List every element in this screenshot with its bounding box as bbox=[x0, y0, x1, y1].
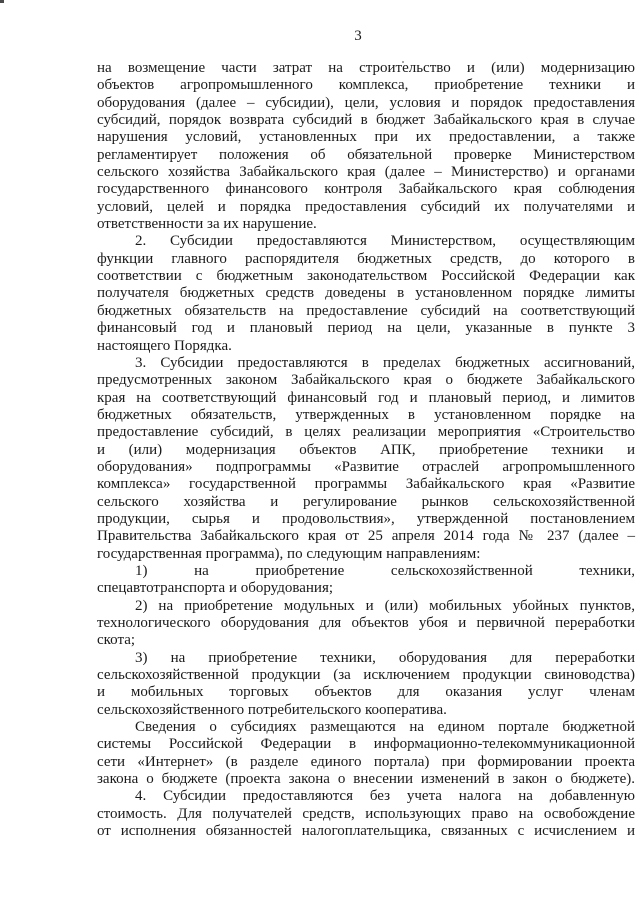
text-line: предоставление субсидий, в целях реализации мероприятия «Строительство bbox=[97, 424, 635, 441]
text-line: стоимость. Для получателей средств, использующих право на освобождение bbox=[97, 805, 635, 822]
text-line: функции главного распорядителя бюджетных средств, до которого в bbox=[97, 250, 635, 267]
text-line: оборудования (далее – субсидии), цели, условия и порядок предоставления bbox=[97, 94, 635, 111]
text-line: соответствии с бюджетным законодательством Российской Федерации как bbox=[97, 268, 635, 285]
text-line: субсидий, порядок возврата субсидий в бюджет Забайкальского края в случае bbox=[97, 112, 635, 129]
text-line: предусмотренных законом Забайкальского края о бюджете Забайкальского bbox=[97, 372, 635, 389]
page-number: 3 bbox=[354, 28, 362, 44]
text-line: 3. Субсидии предоставляются в пределах бюджетных ассигнований, bbox=[135, 354, 635, 371]
text-line: объектов агропромышленного комплекса, приобретение техники и bbox=[97, 77, 635, 94]
text-line: государственная программа), по следующим направлениям: bbox=[97, 545, 481, 562]
text-line: получателя бюджетных средств доведены в установленном порядке лимиты bbox=[97, 285, 635, 302]
paragraph-svedeniya bbox=[97, 719, 635, 788]
text-line: 2. Субсидии предоставляются Министерством, осуществляющим bbox=[135, 233, 635, 250]
paragraph-subitem-2 bbox=[97, 598, 635, 650]
text-line: нарушения условий, установленных при их предоставлении, а также bbox=[97, 129, 635, 146]
text-line: края на соответствующий финансовый год и плановый период, и лимитов bbox=[97, 389, 635, 406]
text-line: 2) на приобретение модульных и (или) мобильных убойных пунктов, bbox=[135, 597, 635, 614]
scan-artifact-corner bbox=[0, 0, 4, 3]
text-line: сельского хозяйства и регулирование рынков сельскохозяйственной bbox=[97, 493, 635, 510]
text-line: и (или) модернизация объектов АПК, приобретение техники и bbox=[97, 441, 635, 458]
text-line: бюджетных обязательств, утвержденных в установленном порядке на bbox=[97, 406, 635, 423]
paragraph-item-3 bbox=[97, 355, 635, 563]
document-body bbox=[97, 60, 635, 840]
text-line: финансовый год и плановый период на цели, указанные в пункте 3 bbox=[97, 320, 635, 337]
text-line: бюджетных обязательств на предоставление субсидий на соответствующий bbox=[97, 302, 635, 319]
text-line: 1) на приобретение сельскохозяйственной техники, bbox=[135, 562, 635, 579]
text-line: регламентирует положения об обязательной проверке Министерством bbox=[97, 146, 635, 163]
text-line: на возмещение части затрат на строительство и (или) модернизацию bbox=[97, 60, 635, 76]
text-line: ответственности за их нарушение. bbox=[97, 216, 317, 233]
text-line: сельского хозяйства Забайкальского края (далее – Министерство) и органами bbox=[97, 164, 635, 181]
paragraph-subitem-3 bbox=[97, 650, 635, 719]
text-line: Сведения о субсидиях размещаются на едином портале бюджетной bbox=[135, 719, 635, 736]
paragraph-continuation bbox=[97, 60, 635, 233]
text-line: спецавтотранспорта и оборудования; bbox=[97, 580, 334, 597]
text-line: государственного финансового контроля Забайкальского края соблюдения bbox=[97, 181, 635, 198]
text-line: продукции, сырья и продовольствия», утвержденной постановлением bbox=[97, 510, 635, 527]
text-line: настоящего Порядка. bbox=[97, 337, 232, 354]
text-line: оборудования» подпрограммы «Развитие отраслей агропромышленного bbox=[97, 458, 635, 475]
text-line: от исполнения обязанностей налогоплательщика, связанных с исчислением и bbox=[97, 823, 635, 840]
paragraph-item-4 bbox=[97, 788, 635, 840]
text-line: условий, целей и порядка предоставления субсидий их получателями и bbox=[97, 198, 635, 215]
text-line: и мобильных торговых объектов для оказания услуг членам bbox=[97, 684, 635, 701]
paragraph-item-2 bbox=[97, 233, 635, 354]
paragraph-subitem-1 bbox=[97, 563, 635, 598]
text-line: комплекса» государственной программы Забайкальского края «Развитие bbox=[97, 476, 635, 493]
text-line: сети «Интернет» (в разделе единого портала) при формировании проекта bbox=[97, 753, 635, 770]
text-line: закона о бюджете (проекта закона о внесении изменений в закон о бюджете). bbox=[97, 771, 635, 788]
text-line: технологического оборудования для объектов убоя и первичной переработки bbox=[97, 615, 635, 631]
text-line: скота; bbox=[97, 632, 136, 649]
text-line: 3) на приобретение техники, оборудования для переработки bbox=[135, 649, 635, 666]
text-line: сельскохозяйственной продукции (за исключением продукции свиноводства) bbox=[97, 667, 635, 684]
text-line: сельскохозяйственного потребительского кооператива. bbox=[97, 701, 447, 718]
text-line: 4. Субсидии предоставляются без учета налога на добавленную bbox=[135, 788, 635, 805]
text-line: системы Российской Федерации в информационно-телекоммуникационной bbox=[97, 736, 635, 753]
text-line: Правительства Забайкальского края от 25 апреля 2014 года № 237 (далее – bbox=[97, 528, 635, 545]
